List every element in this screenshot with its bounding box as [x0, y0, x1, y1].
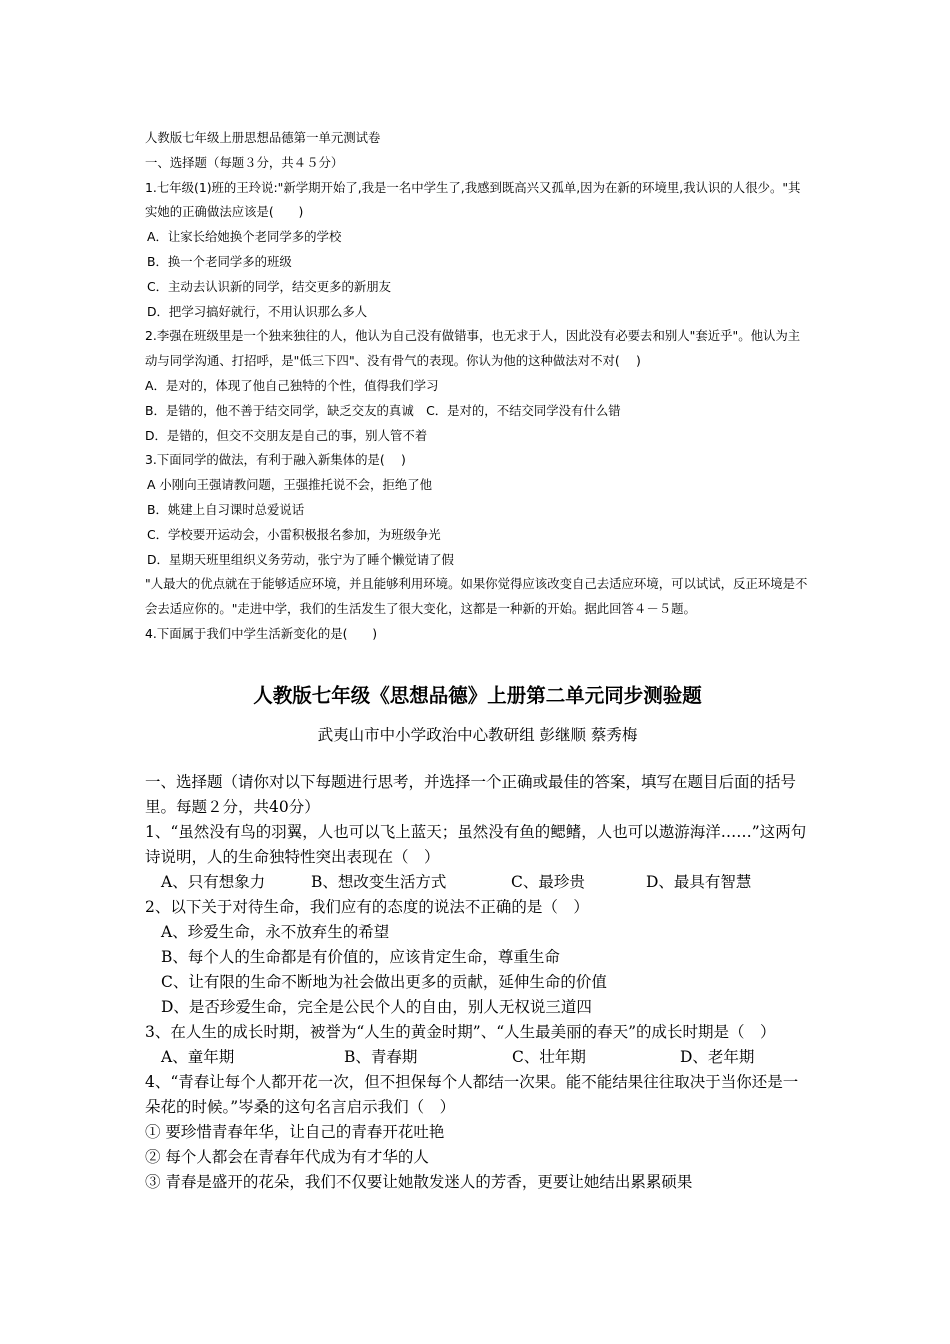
unit1-q1-option-d: D．把学习搞好就行，不用认识那么多人: [147, 303, 368, 319]
unit1-q1-option-b: B．换一个老同学多的班级: [147, 253, 292, 269]
unit2-q4-item-3: ③ 青春是盛开的花朵，我们不仅要让她散发迷人的芳香，更要让她结出累累硕果: [145, 1173, 693, 1191]
unit1-test: [145, 126, 810, 647]
unit2-q2-option-c: C、让有限的生命不断地为社会做出更多的贡献，延伸生命的价值: [161, 973, 607, 991]
unit2-section-heading: 一、选择题（请你对以下每题进行思考，并选择一个正确或最佳的答案，填写在题目后面的括号里。每题２分，共40分）: [145, 773, 797, 816]
unit2-q4-item-2: ② 每个人都会在青春年代成为有才华的人: [145, 1148, 429, 1166]
unit1-q3-option-c: C．学校要开运动会，小雷积极报名参加，为班级争光: [147, 526, 441, 542]
unit1-question-3: 3.下面同学的做法，有利于融入新集体的是( ): [145, 452, 406, 468]
unit1-question-2: 2.李强在班级里是一个独来独往的人，他认为自己没有做错事，也无求于人，因此没有必要去和别人"套近乎"。他认为主动与同学沟通、打招呼，是"低三下四"、没有骨气的表现。你认为他的这种做法对不对( ): [145, 328, 801, 369]
unit2-body: [145, 770, 810, 1195]
unit1-q1-option-c: C．主动去认识新的同学，结交更多的新朋友: [147, 278, 392, 294]
unit1-q3-option-a: A 小刚向王强请教问题，王强推托说不会，拒绝了他: [147, 477, 433, 493]
unit2-q4-item-1: ① 要珍惜青春年华，让自己的青春开花吐艳: [145, 1123, 445, 1141]
unit2-q1-option-d: D、最具有智慧: [646, 873, 752, 891]
unit1-q2-option-bc: B．是错的，他不善于结交同学，缺乏交友的真诚 C．是对的，不结交同学没有什么错: [145, 402, 621, 418]
unit2-q3-options: [145, 1045, 810, 1070]
unit2-question-3: 3、在人生的成长时期，被誉为“人生的黄金时期”、“人生最美丽的春天”的成长时期是（ ）: [145, 1023, 776, 1041]
unit1-q1-option-a: A．让家长给她换个老同学多的学校: [147, 229, 342, 245]
unit2-q2-option-d: D、是否珍爱生命，完全是公民个人的自由，别人无权说三道四: [161, 998, 592, 1016]
unit1-section-heading: 一、选择题（每题３分，共４５分）: [145, 154, 344, 170]
unit2-q3-option-b: B、青春期: [344, 1048, 418, 1066]
unit2-q3-option-a: A、童年期: [161, 1048, 235, 1066]
unit2-question-4: 4、“青春让每个人都开花一次，但不担保每个人都结一次果。能不能结果往往取决于当你还是一朵花的时候。”岑桑的这句名言启示我们（ ）: [145, 1073, 799, 1116]
unit1-title: 人教版七年级上册思想品德第一单元测试卷: [145, 130, 381, 145]
unit2-q2-option-a: A、珍爱生命，永不放弃生的希望: [161, 923, 390, 941]
unit2-q1-option-a: A、只有想象力: [161, 873, 266, 891]
unit1-question-1: 1.七年级(1)班的王玲说:"新学期开始了,我是一名中学生了,我感到既高兴又孤单,因为在新的环境里,我认识的人很少。"其实她的正确做法应该是( ): [145, 179, 801, 220]
unit2-q1-options: [145, 870, 810, 895]
unit1-q3-option-d: D．星期天班里组织义务劳动，张宁为了睡个懒觉请了假: [147, 551, 454, 567]
unit1-q2-option-a: A．是对的，体现了他自己独特的个性，值得我们学习: [145, 377, 439, 393]
unit2-question-1: 1、“虽然没有鸟的羽翼，人也可以飞上蓝天；虽然没有鱼的鳃鳍，人也可以遨游海洋……”这两句诗说明，人的生命独特性突出表现在（ ）: [145, 823, 807, 866]
unit2-q1-option-c: C、最珍贵: [511, 873, 585, 891]
unit2-q1-option-b: B、想改变生活方式: [311, 873, 447, 891]
unit1-q3-option-b: B．姚建上自习课时总爱说话: [147, 501, 305, 517]
unit2-title: 人教版七年级《思想品德》上册第二单元同步测验题: [253, 684, 702, 707]
unit1-q2-option-d: D．是错的，但交不交朋友是自己的事，别人管不着: [145, 427, 428, 443]
unit2-q3-option-d: D、老年期: [680, 1048, 755, 1066]
unit2-question-2: 2、以下关于对待生命，我们应有的态度的说法不正确的是（ ）: [145, 898, 589, 916]
unit1-reading-passage: "人最大的优点就在于能够适应环境，并且能够利用环境。如果你觉得应该改变自己去适应环境，可以试试，反正环境是不会去适应你的。"走进中学，我们的生活发生了很大变化，这都是一种新的开始。据此回答４－５题。: [145, 576, 808, 617]
unit2-authors: 武夷山市中小学政治中心教研组 彭继顺 蔡秀梅: [317, 726, 638, 744]
unit1-question-4: 4.下面属于我们中学生活新变化的是( ): [145, 625, 378, 641]
unit2-q2-option-b: B、每个人的生命都是有价值的，应该肯定生命，尊重生命: [161, 948, 560, 966]
unit2-q3-option-c: C、壮年期: [512, 1048, 586, 1066]
